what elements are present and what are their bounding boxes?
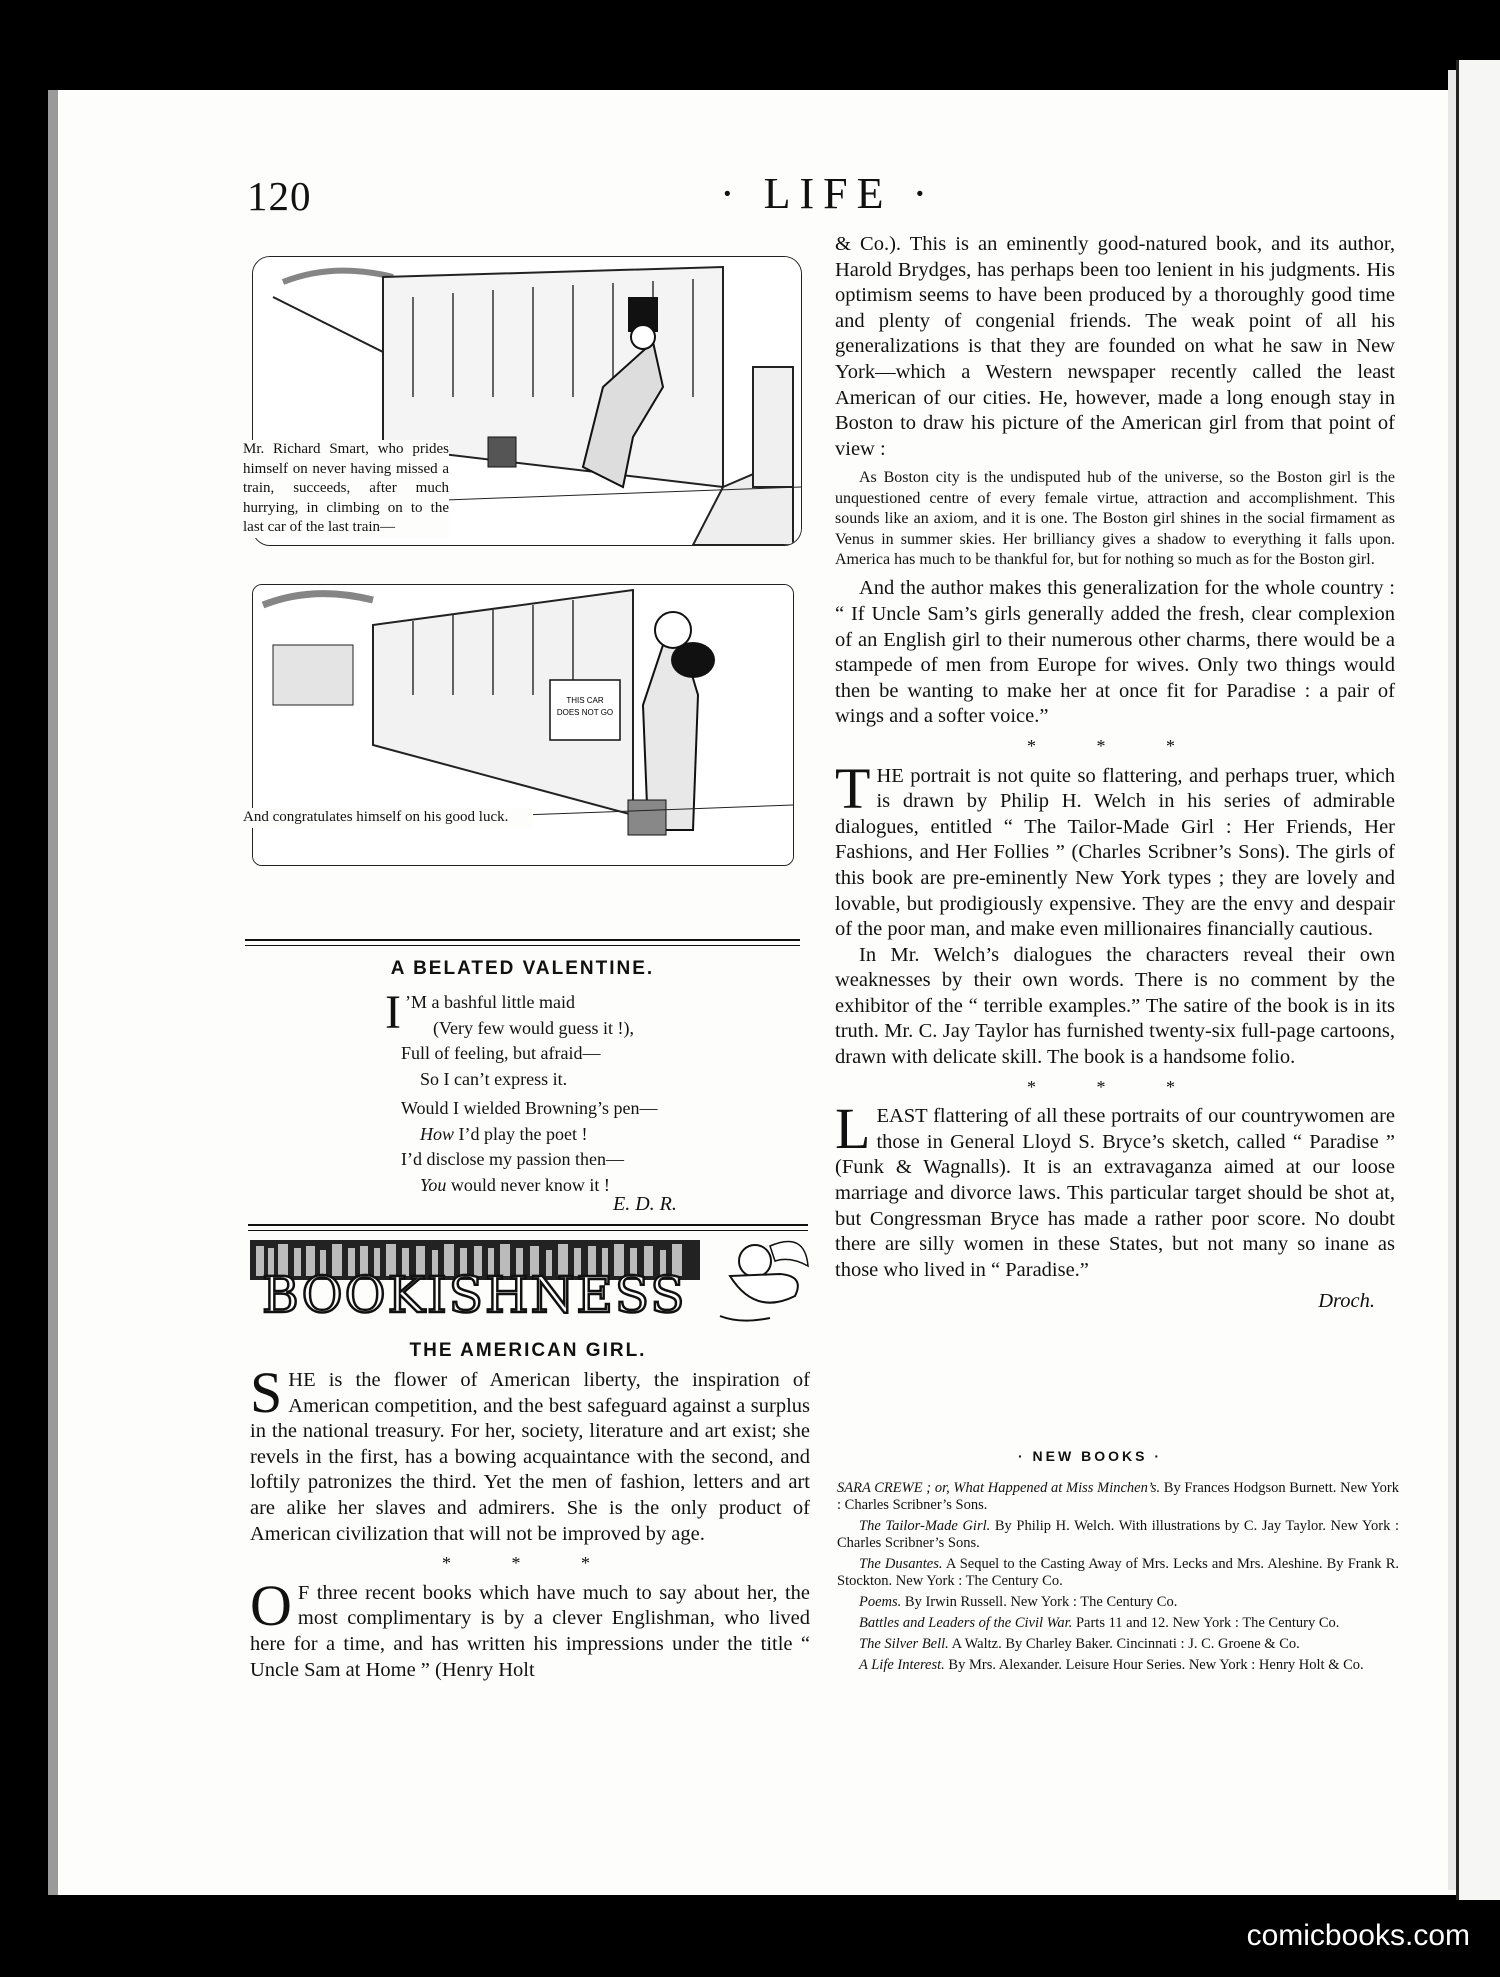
book-entry bbox=[837, 1480, 1399, 1514]
paragraph-1 bbox=[250, 1360, 810, 1547]
book-details: By Mrs. Alexander. Leisure Hour Series. New York : Henry Holt & Co. bbox=[944, 1657, 1364, 1673]
book-title: SARA CREWE ; or, What Happened at Miss Minchen’s. bbox=[837, 1480, 1161, 1496]
poem-line-4: So I can’t express it. bbox=[420, 1068, 568, 1089]
article-heading: THE AMERICAN GIRL. bbox=[409, 1340, 647, 1361]
right-paragraph-3-text: HE portrait is not quite so flattering, and perhaps truer, which is drawn by Philip H. Welch in his series of admirable dialogues, entitled “ The Tailor-Made Girl : Her Friends, Her Fashions, and Her Follies ” (Charles Scribner’s Sons). The girls of this book are pre-eminently New York types ; they are lovely and lovable, but prodigiously expensive. They are the envy and despair of the poor man, and make even millionaires financially cautious. bbox=[835, 764, 1395, 941]
new-books-list bbox=[837, 1480, 1399, 1678]
poem-signature: E. D. R. bbox=[613, 1193, 677, 1215]
book-title: Poems. bbox=[859, 1594, 902, 1610]
poem-line-5: Would I wielded Browning’s pen— bbox=[401, 1098, 658, 1118]
book-entry bbox=[837, 1556, 1399, 1590]
divider-rule-thin bbox=[245, 945, 800, 946]
car-sign-line2: DOES NOT GO bbox=[556, 708, 614, 717]
book-title: Battles and Leaders of the Civil War. bbox=[859, 1615, 1073, 1631]
book-title: The Dusantes. bbox=[859, 1556, 943, 1572]
book-entry bbox=[837, 1636, 1399, 1653]
right-paragraph-3 bbox=[835, 755, 1395, 943]
book-entry bbox=[837, 1518, 1399, 1552]
poem-drop-cap: I bbox=[385, 986, 401, 1039]
right-paragraph-4: In Mr. Welch’s dialogues the characters reveal their own weaknesses by their own words. There is no comment by the exhibitor of the “ terrible examples.” The satire of the book is in its truth. Mr. C. Jay Taylor has furnished twenty-six full-page cartoons, drawn with delicate skill. The book is a handsome folio. bbox=[835, 943, 1395, 1069]
poem-line-8-text: would never know it ! bbox=[450, 1174, 610, 1195]
paragraph-2 bbox=[250, 1572, 810, 1683]
book-details: Parts 11 and 12. New York : The Century Co. bbox=[1072, 1615, 1340, 1631]
drop-cap-s: S bbox=[250, 1360, 283, 1425]
book-title: The Silver Bell. bbox=[859, 1636, 949, 1652]
new-books-heading: · NEW BOOKS · bbox=[1018, 1448, 1162, 1464]
bookishness-banner-art bbox=[250, 1226, 810, 1326]
book-entry bbox=[837, 1594, 1399, 1611]
book-entry bbox=[837, 1615, 1399, 1632]
bookishness-banner-text: BOOKISHNESS bbox=[262, 1266, 687, 1324]
poem-line-8-em: You bbox=[420, 1174, 447, 1195]
cartoon-1-caption: Mr. Richard Smart, who prides himself on never having missed a train, succeeds, after much hurrying, in climbing on to the last car of the last train— bbox=[243, 440, 449, 538]
left-article-column bbox=[250, 1360, 810, 1683]
book-entry bbox=[837, 1657, 1399, 1674]
right-stars-2: * * * bbox=[1027, 1076, 1203, 1097]
site-watermark: comicbooks.com bbox=[1246, 1919, 1470, 1952]
book-title: The Tailor-Made Girl. bbox=[859, 1518, 991, 1534]
page-number: 120 bbox=[247, 173, 312, 219]
poem-line-3: Full of feeling, but afraid— bbox=[401, 1043, 601, 1063]
paragraph-2-text: F three recent books which have much to say about her, the most complimentary is by a clever Englishman, who lived here for a time, and has written his impressions under the title “ Uncle Sam at Home ” (Henry Holt bbox=[250, 1581, 810, 1681]
book-details: By Philip H. Welch. With illustrations by C. Jay Taylor. New York : Charles Scribner’s Sons. bbox=[837, 1518, 1399, 1551]
next-page-edge bbox=[1456, 60, 1500, 1900]
right-paragraph-2: And the author makes this generalization for the whole country : “ If Uncle Sam’s girls generally added the fresh, clear complexion of an English girl to their numerous other charms, there would be a stampede of men from Europe for wives. Only two things would then be wanting to make her at once fit for Paradise : a pair of wings and a softer voice.” bbox=[835, 577, 1395, 728]
poem-title: A BELATED VALENTINE. bbox=[390, 958, 655, 979]
masthead: · LIFE · bbox=[720, 169, 937, 218]
drop-cap-o: O bbox=[250, 1572, 292, 1638]
poem-line-1: ’M a bashful little maid bbox=[404, 992, 575, 1012]
divider-rule bbox=[245, 939, 800, 941]
right-signature: Droch. bbox=[1318, 1290, 1375, 1313]
book-details: By Frances Hodgson Burnett. New York : Charles Scribner’s Sons. bbox=[837, 1480, 1400, 1513]
drop-cap-t: T bbox=[835, 755, 871, 821]
paragraph-1-text: HE is the flower of American liberty, the inspiration of American competition, and the best safeguard against a surplus in the national treasury. For her, society, literature and art exist; she revels in the first, has a bowing acquaintance with the second, and loftily patronizes the third. Yet the men of fashion, letters and art are alike her slaves and admirers. She is the only product of American civilization that will not be improved by age. bbox=[250, 1369, 810, 1545]
book-details: By Irwin Russell. New York : The Century Co. bbox=[901, 1594, 1178, 1610]
right-article-column bbox=[835, 232, 1395, 1315]
right-stars-1: * * * bbox=[1027, 735, 1203, 756]
poem-line-2: (Very few would guess it !), bbox=[433, 1017, 634, 1038]
poem-body bbox=[385, 986, 715, 1198]
poem-line-6-text: I’d play the poet ! bbox=[458, 1123, 588, 1144]
poem-line-6-em: How bbox=[420, 1123, 455, 1144]
page-edge bbox=[1448, 70, 1456, 1890]
right-paragraph-5 bbox=[835, 1096, 1395, 1283]
book-details: A Waltz. By Charley Baker. Cincinnati : J. C. Groene & Co. bbox=[948, 1636, 1300, 1652]
cartoon-2-caption: And congratulates himself on his good luck. bbox=[243, 808, 533, 828]
bookishness-banner bbox=[250, 1226, 810, 1326]
poem-line-7: I’d disclose my passion then— bbox=[401, 1149, 624, 1169]
book-title: A Life Interest. bbox=[859, 1657, 945, 1673]
boston-quote: As Boston city is the undisputed hub of the universe, so the Boston girl is the unquestioned centre of every female virtue, attraction and accomplishment. This sounds like an axiom, and it is one. The Boston girl shines in the social firmament as Venus in summer skies. Her brilliancy gives a shadow to everything it falls upon. America has much to be thankful for, but for nothing so much as for the Boston girl. bbox=[835, 469, 1395, 568]
poem-line-6 bbox=[385, 1122, 715, 1148]
right-paragraph-5-text: EAST flattering of all these portraits of our countrywomen are those in General Lloyd S. Bryce’s sketch, called “ Paradise ” (Funk & Wagnalls). It is an extravaganza aimed at our loose marriage and divorce laws. This particular target should be shot at, but Congressman Bryce has made a rather poor score. No doubt there are silly women in these States, but not many so inane as those who lived in “ Paradise.” bbox=[835, 1105, 1395, 1281]
drop-cap-l: L bbox=[835, 1096, 871, 1162]
car-sign: THIS CAR bbox=[566, 696, 604, 705]
right-paragraph-1: & Co.). This is an eminently good-natured book, and its author, Harold Brydges, has perhaps been too lenient in his judgments. His optimism seems to have been produced by a thoroughly good time and plenty of congenial friends. The weak point of all his generalizations is that they are founded on what he saw in New York—which a Western newspaper recently called the least American of our cities. He, however, made a long enough stay in Boston to draw his picture of the American girl from that point of view : bbox=[835, 233, 1395, 460]
section-stars: * * * bbox=[442, 1553, 618, 1574]
book-details: A Sequel to the Casting Away of Mrs. Lecks and Mrs. Aleshine. By Frank R. Stockton. New York : The Century Co. bbox=[837, 1556, 1399, 1589]
